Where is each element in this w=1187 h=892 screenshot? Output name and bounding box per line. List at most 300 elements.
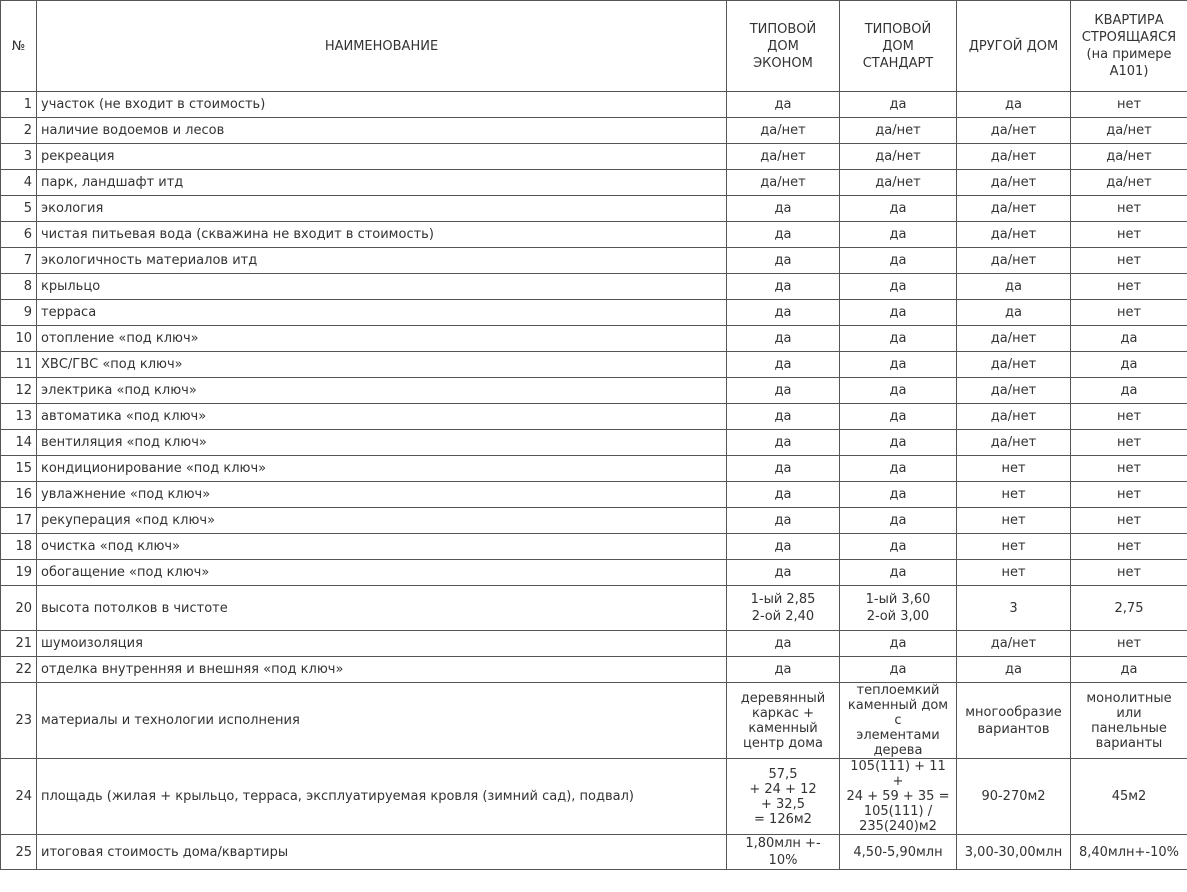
row-value-col2 [840,378,957,404]
row-value-col4 [1071,835,1187,870]
value-line: да/нет [875,123,921,138]
value-line: дерева [873,743,923,758]
row-value-col3 [957,835,1071,870]
row-value-col2 [840,534,957,560]
table-row [1,144,1187,170]
table-row [1,352,1187,378]
value-line: нет [1116,461,1142,476]
row-name: высота потолков в чистоте [37,586,727,631]
row-value-col3 [957,482,1071,508]
row-name: чистая питьевая вода (скважина не входит в стоимость) [37,222,727,248]
header-col2-line: ДОМ [882,38,914,54]
header-row [1,1,1187,92]
row-value-col2 [840,560,957,586]
row-value-col4 [1071,657,1187,683]
row-number: 9 [1,300,37,326]
row-value-col4 [1071,326,1187,352]
row-name: участок (не входит в стоимость) [37,92,727,118]
table-row [1,118,1187,144]
row-name: обогащение «под ключ» [37,560,727,586]
value-line: да [1120,357,1138,372]
row-number: 16 [1,482,37,508]
row-name: итоговая стоимость дома/квартиры [37,835,727,870]
row-name: рекуперация «под ключ» [37,508,727,534]
row-value-col2 [840,683,957,759]
value-line: да [774,662,792,677]
value-line: да [889,662,907,677]
row-value-col2 [840,326,957,352]
row-name: экологичность материалов итд [37,248,727,274]
value-line: да [889,539,907,554]
row-value-col4 [1071,118,1187,144]
table-body [1,92,1187,870]
value-line: да [774,539,792,554]
row-value-col2 [840,759,957,835]
row-value-col2 [840,835,957,870]
table-row [1,170,1187,196]
row-value-col4 [1071,631,1187,657]
value-line: нет [1116,487,1142,502]
row-name: увлажнение «под ключ» [37,482,727,508]
value-line: 1-ый 3,60 [865,592,931,607]
row-value-col1 [727,248,840,274]
row-name: экология [37,196,727,222]
row-name: электрика «под ключ» [37,378,727,404]
value-line: нет [1116,636,1142,651]
table-row [1,631,1187,657]
value-line: да [889,383,907,398]
row-value-col3 [957,683,1071,759]
row-value-col4 [1071,534,1187,560]
value-line: да/нет [990,227,1037,242]
row-value-col2 [840,352,957,378]
value-line: да [889,435,907,450]
row-value-col1 [727,430,840,456]
value-line: да/нет [875,149,921,164]
row-name: вентиляция «под ключ» [37,430,727,456]
row-value-col4 [1071,430,1187,456]
row-value-col2 [840,170,957,196]
header-col4-line: СТРОЯЩАЯСЯ [1081,30,1177,45]
row-value-col2 [840,196,957,222]
row-value-col2 [840,274,957,300]
value-line: да [889,201,907,216]
value-line: теплоемкий [856,683,940,698]
row-value-col1 [727,274,840,300]
value-line: да [889,279,907,294]
row-value-col4 [1071,482,1187,508]
row-value-col3 [957,144,1071,170]
value-line: да/нет [990,253,1037,268]
value-line: 2,75 [1114,600,1144,616]
value-line: да [774,513,792,528]
row-value-col1 [727,482,840,508]
value-line: + 32,5 [761,796,805,812]
value-line: 2-ой 3,00 [866,609,930,624]
row-number: 23 [1,683,37,759]
row-name: ХВС/ГВС «под ключ» [37,352,727,378]
row-value-col4 [1071,560,1187,586]
value-line: да [774,279,792,294]
row-value-col3 [957,92,1071,118]
row-value-col3 [957,248,1071,274]
row-value-col4 [1071,170,1187,196]
value-line: панельные [1091,720,1167,736]
value-line: нет [1001,513,1026,528]
value-line: 4,50-5,90млн [853,844,943,860]
table-row [1,326,1187,352]
row-name: шумоизоляция [37,631,727,657]
value-line: да [774,227,792,242]
header-name: НАИМЕНОВАНИЕ [37,1,727,92]
row-name: кондиционирование «под ключ» [37,456,727,482]
value-line: центр дома [742,735,824,751]
row-name: площадь (жилая + крыльцо, терраса, эксплуатируемая кровля (зимний сад), подвал) [37,759,727,835]
table-row [1,300,1187,326]
value-line: да [774,331,792,346]
value-line: да/нет [1106,123,1152,138]
row-value-col4 [1071,300,1187,326]
value-line: да [889,565,907,580]
value-line: да/нет [990,201,1037,216]
value-line: элементами [856,728,940,743]
value-line: да [774,253,792,268]
table-row [1,560,1187,586]
row-number: 19 [1,560,37,586]
value-line: нет [1116,513,1142,528]
row-name: рекреация [37,144,727,170]
value-line: = 126м2 [754,811,812,827]
table-row [1,430,1187,456]
value-line: да [889,513,907,528]
table-row [1,456,1187,482]
value-line: 2-ой 2,40 [751,609,815,624]
value-line: да/нет [990,149,1037,164]
value-line: 3,00-30,00млн [964,844,1063,860]
row-name: крыльцо [37,274,727,300]
header-col1-line: ТИПОВОЙ [749,21,817,37]
value-line: да/нет [1106,175,1152,190]
value-line: нет [1116,227,1142,242]
value-line: да [774,461,792,476]
row-number: 3 [1,144,37,170]
row-name: терраса [37,300,727,326]
value-line: нет [1116,279,1142,294]
row-number: 5 [1,196,37,222]
value-line: да/нет [1106,149,1152,164]
row-value-col2 [840,118,957,144]
value-line: нет [1001,461,1026,476]
row-value-col4 [1071,222,1187,248]
row-value-col1 [727,657,840,683]
value-line: нет [1116,97,1142,112]
table-row [1,835,1187,870]
row-number: 1 [1,92,37,118]
value-line: да [774,201,792,216]
value-line: да/нет [990,357,1037,372]
row-value-col2 [840,300,957,326]
row-name: отопление «под ключ» [37,326,727,352]
value-line: многообразие [965,704,1062,720]
value-line: да [774,305,792,320]
row-value-col3 [957,378,1071,404]
row-value-col3 [957,657,1071,683]
value-line: вариантов [977,721,1050,737]
value-line: да [1120,383,1138,398]
value-line: да [774,487,792,502]
row-value-col3 [957,274,1071,300]
row-value-col1 [727,759,840,835]
value-line: да [889,636,907,651]
row-value-col3 [957,222,1071,248]
row-value-col4 [1071,92,1187,118]
row-value-col1 [727,456,840,482]
row-value-col1 [727,404,840,430]
row-value-col2 [840,657,957,683]
row-number: 12 [1,378,37,404]
table-row [1,534,1187,560]
header-num: № [1,1,37,92]
table-row [1,274,1187,300]
row-value-col2 [840,631,957,657]
table-row [1,508,1187,534]
row-value-col1 [727,118,840,144]
value-line: нет [1116,435,1142,450]
header-col4-line: А101) [1109,64,1149,79]
row-value-col3 [957,759,1071,835]
row-value-col3 [957,586,1071,631]
row-value-col1 [727,170,840,196]
table-row [1,404,1187,430]
row-value-col2 [840,144,957,170]
value-line: 8,40млн+-10% [1078,844,1180,860]
value-line: да [889,461,907,476]
value-line: нет [1116,565,1142,580]
value-line: да [1005,279,1022,294]
row-number: 22 [1,657,37,683]
value-line: да/нет [990,175,1037,190]
value-line: да/нет [760,175,806,190]
row-number: 13 [1,404,37,430]
value-line: да [889,97,907,112]
value-line: нет [1116,409,1142,424]
row-value-col4 [1071,586,1187,631]
value-line: да [774,636,792,651]
row-number: 4 [1,170,37,196]
header-col2 [840,1,957,92]
row-number: 7 [1,248,37,274]
value-line: 235(240)м2 [859,819,937,834]
value-line: монолитные [1086,690,1172,706]
header-col4-line: КВАРТИРА [1094,13,1164,28]
header-col1-line: ДОМ [767,38,799,54]
row-value-col3 [957,118,1071,144]
header-col1-line: ЭКОНОМ [753,55,813,71]
row-number: 17 [1,508,37,534]
row-value-col4 [1071,144,1187,170]
table-row [1,482,1187,508]
value-line: нет [1116,201,1142,216]
row-name: отделка внутренняя и внешняя «под ключ» [37,657,727,683]
row-value-col4 [1071,196,1187,222]
header-col2-line: СТАНДАРТ [862,55,934,71]
row-number: 20 [1,586,37,631]
value-line: деревянный [740,690,826,706]
row-value-col1 [727,326,840,352]
row-value-col1 [727,222,840,248]
value-line: да [889,409,907,424]
value-line: да [1120,662,1138,677]
row-value-col1 [727,378,840,404]
table-row [1,248,1187,274]
value-line: каркас + [751,705,815,721]
row-value-col3 [957,300,1071,326]
value-line: да/нет [760,149,806,164]
row-number: 18 [1,534,37,560]
table-row [1,92,1187,118]
value-line: 90-270м2 [981,789,1046,804]
row-number: 25 [1,835,37,870]
value-line: нет [1116,305,1142,320]
value-line: да [1120,331,1138,346]
row-number: 6 [1,222,37,248]
row-value-col4 [1071,248,1187,274]
row-value-col1 [727,534,840,560]
row-number: 21 [1,631,37,657]
value-line: да/нет [990,383,1037,398]
value-line: каменный [748,720,818,736]
value-line: да/нет [990,435,1037,450]
row-value-col3 [957,456,1071,482]
value-line: или [1116,705,1142,721]
row-value-col2 [840,586,957,631]
table-row [1,196,1187,222]
value-line: да/нет [990,123,1037,138]
value-line: 24 + 59 + 35 = [846,789,950,804]
row-value-col2 [840,92,957,118]
value-line: да/нет [760,123,806,138]
row-value-col1 [727,631,840,657]
header-col3 [957,1,1071,92]
row-value-col3 [957,631,1071,657]
value-line: да [1005,305,1022,320]
row-value-col2 [840,508,957,534]
value-line: + 24 + 12 [749,781,817,797]
table-row [1,378,1187,404]
row-value-col3 [957,534,1071,560]
row-number: 11 [1,352,37,378]
row-value-col4 [1071,508,1187,534]
value-line: да [774,409,792,424]
table-row [1,222,1187,248]
table-row [1,586,1187,631]
value-line: да/нет [990,331,1037,346]
header-col4 [1071,1,1187,92]
value-line: да [1005,97,1022,112]
header-col1 [727,1,840,92]
row-value-col1 [727,352,840,378]
row-value-col4 [1071,404,1187,430]
value-line: 105(111) + 11 + [850,759,946,789]
row-value-col1 [727,92,840,118]
row-value-col1 [727,683,840,759]
row-value-col1 [727,196,840,222]
row-value-col1 [727,508,840,534]
value-line: 45м2 [1111,789,1147,804]
table-row [1,683,1187,759]
row-value-col1 [727,586,840,631]
row-value-col3 [957,508,1071,534]
row-value-col3 [957,404,1071,430]
row-number: 15 [1,456,37,482]
value-line: да [774,435,792,450]
row-name: очистка «под ключ» [37,534,727,560]
value-line: 1-ый 2,85 [750,592,816,607]
row-value-col4 [1071,683,1187,759]
row-value-col4 [1071,759,1187,835]
row-value-col2 [840,482,957,508]
row-value-col2 [840,222,957,248]
row-value-col1 [727,300,840,326]
row-number: 14 [1,430,37,456]
row-value-col4 [1071,456,1187,482]
value-line: нет [1116,253,1142,268]
row-value-col1 [727,835,840,870]
row-value-col1 [727,560,840,586]
row-number: 10 [1,326,37,352]
table-row [1,657,1187,683]
row-value-col3 [957,196,1071,222]
value-line: да [774,565,792,580]
row-value-col2 [840,430,957,456]
row-name: автоматика «под ключ» [37,404,727,430]
value-line: да/нет [990,409,1037,424]
value-line: да [889,305,907,320]
value-line: 1,80млн +- 10% [745,836,821,868]
row-number: 2 [1,118,37,144]
row-value-col4 [1071,274,1187,300]
value-line: нет [1001,565,1026,580]
value-line: 3 [1009,600,1018,616]
row-value-col3 [957,430,1071,456]
value-line: нет [1116,539,1142,554]
value-line: да [774,97,792,112]
value-line: 57,5 [768,766,798,782]
value-line: 105(111) / [863,804,933,819]
header-col3-line: ДРУГОЙ ДОМ [968,38,1059,54]
header-col2-line: ТИПОВОЙ [864,21,932,37]
row-name: наличие водоемов и лесов [37,118,727,144]
row-value-col2 [840,248,957,274]
row-value-col4 [1071,378,1187,404]
value-line: нет [1001,487,1026,502]
value-line: да/нет [875,175,921,190]
value-line: варианты [1095,735,1163,751]
value-line: да/нет [990,636,1037,651]
row-number: 8 [1,274,37,300]
row-value-col4 [1071,352,1187,378]
value-line: да [1005,662,1022,677]
row-number: 24 [1,759,37,835]
value-line: да [774,383,792,398]
row-value-col3 [957,560,1071,586]
row-value-col3 [957,352,1071,378]
row-value-col3 [957,170,1071,196]
row-value-col3 [957,326,1071,352]
row-value-col2 [840,456,957,482]
value-line: да [774,357,792,372]
value-line: каменный дом с [847,698,949,728]
